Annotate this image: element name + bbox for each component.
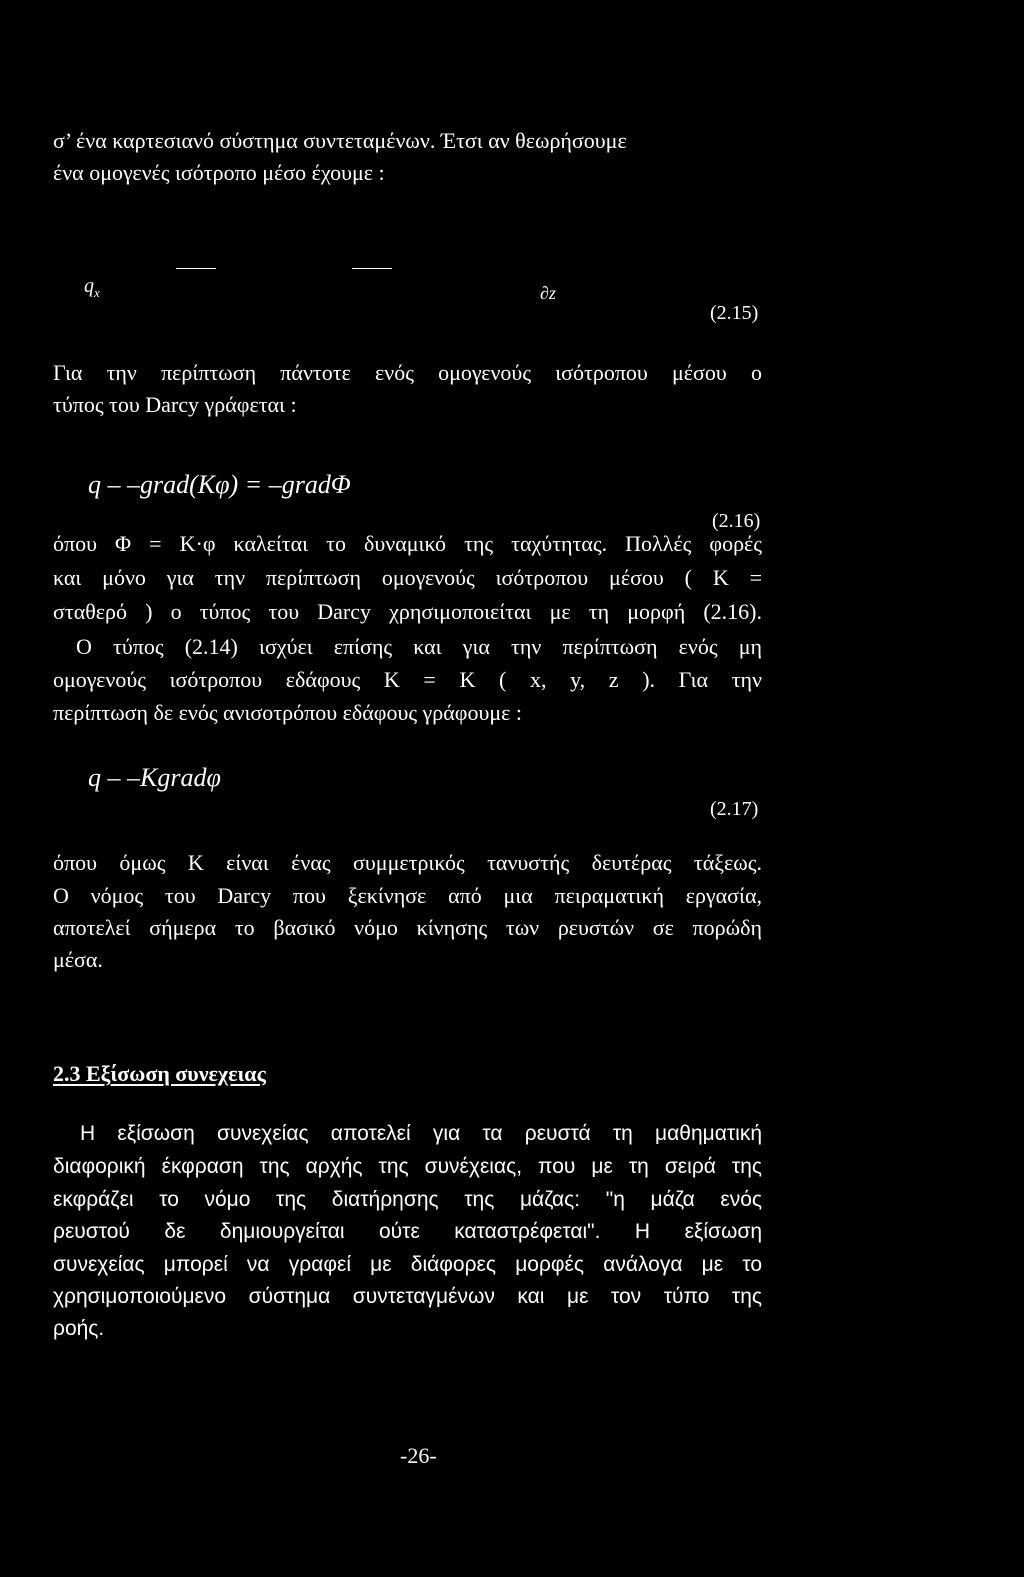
equation-2-15-fraction-bar [352, 268, 392, 269]
potential-line-6: περίπτωση δε ενός ανισοτρόπου εδάφους γράφουμε : [53, 700, 523, 725]
tensor-line-3: αποτελεί σήμερα το βασικό νόμο κίνησης των ρευστών σε πορώδη [53, 915, 762, 940]
equation-2-16: q – –grad(Kφ) = –gradΦ [88, 470, 351, 499]
equation-2-15-dz: ∂z [540, 283, 556, 303]
equation-2-15-fraction-bar [176, 268, 216, 269]
equation-2-17-number: (2.17) [710, 798, 759, 820]
continuity-line-4: ρευστού δε δημιουργείται ούτε καταστρέφεται". Η εξίσωση [53, 1220, 762, 1243]
darcy-line-1: Για την περίπτωση πάντοτε ενός ομογενούς ισότροπου μέσου ο [53, 360, 762, 385]
potential-line-5: ομογενούς ισότροπου εδάφους K = K ( x, y, z ). Για την [53, 667, 762, 692]
tensor-line-1: όπου όμως K είναι ένας συμμετρικός τανυστής δευτέρας τάξεως. [53, 850, 762, 875]
continuity-line-3: εκφράζει το νόμο της διατήρησης της μάζας: "η μάζα ενός [53, 1188, 762, 1211]
continuity-line-6: χρησιμοποιούμενο σύστημα συντεταγμένων και με τον τύπο της [53, 1285, 762, 1308]
darcy-line-2: τύπος του Darcy γράφεται : [53, 392, 297, 417]
continuity-line-7: ροής. [53, 1317, 105, 1340]
potential-line-4: Ο τύπος (2.14) ισχύει επίσης και για την περίπτωση ενός μη [76, 634, 762, 659]
continuity-line-2: διαφορική έκφραση της αρχής της συνέχειας, που με τη σειρά της [53, 1155, 762, 1178]
equation-2-15-number: (2.15) [710, 302, 759, 324]
potential-line-1: όπου Φ = K·φ καλείται το δυναμικό της ταχύτητας. Πολλές φορές [53, 531, 762, 556]
page-number: -26- [400, 1443, 437, 1468]
intro-line-1: σ’ ένα καρτεσιανό σύστημα συντεταμένων. Έτσι αν θεωρήσουμε [53, 128, 627, 153]
equation-2-15-q: $q_x$ [84, 275, 100, 300]
section-heading: 2.3 Εξίσωση συνεχειας [53, 1061, 266, 1086]
potential-line-2: και μόνο για την περίπτωση ομογενούς ισότροπου μέσου ( K = [53, 565, 762, 590]
tensor-line-4: μέσα. [53, 947, 103, 972]
equation-2-17: q – –Kgradφ [88, 763, 221, 792]
equation-2-16-number: (2.16) [712, 510, 761, 532]
intro-line-2: ένα ομογενές ισότροπο μέσο έχουμε : [53, 160, 385, 185]
potential-line-3: σταθερό ) ο τύπος του Darcy χρησιμοποιείται με τη μορφή (2.16). [53, 599, 762, 624]
continuity-line-5: συνεχείας μπορεί να γραφεί με διάφορες μορφές ανάλογα με το [53, 1253, 762, 1276]
continuity-line-1: Η εξίσωση συνεχείας αποτελεί για τα ρευστά τη μαθηματική [80, 1122, 762, 1145]
tensor-line-2: Ο νόμος του Darcy που ξεκίνησε από μια πειραματική εργασία, [53, 883, 762, 908]
